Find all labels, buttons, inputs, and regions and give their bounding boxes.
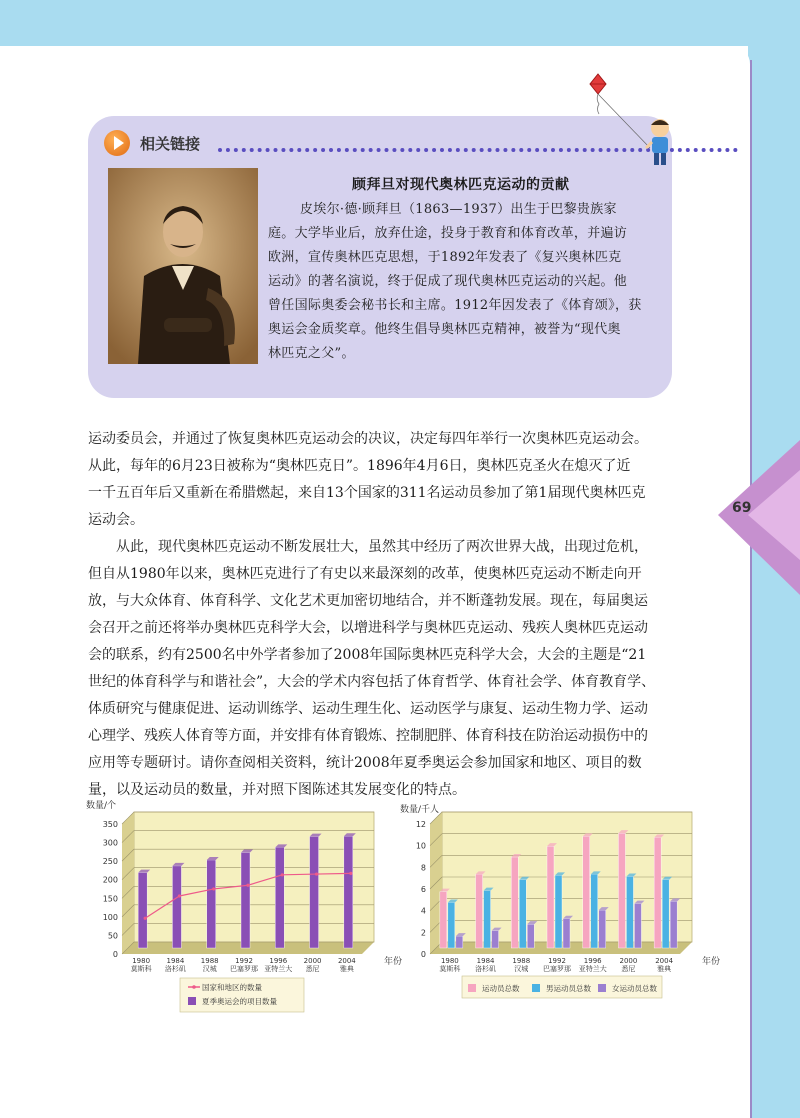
- top-banner: [0, 0, 800, 46]
- bar: [634, 904, 641, 948]
- x-tick-year: 1984: [476, 957, 495, 965]
- bar: [241, 853, 250, 948]
- y-tick-label: 200: [102, 875, 118, 885]
- x-tick-city: 亚特兰大: [578, 965, 607, 973]
- x-tick-city: 汉城: [202, 965, 217, 973]
- x-tick-city: 巴塞罗那: [543, 965, 571, 973]
- legend-label: 国家和地区的数量: [202, 983, 262, 992]
- line-point: [144, 917, 147, 920]
- x-tick-city: 洛杉矶: [164, 965, 186, 973]
- bar: [654, 838, 661, 949]
- bar: [172, 866, 181, 948]
- legend-label: 女运动员总数: [612, 984, 657, 993]
- bar: [511, 857, 518, 948]
- y-tick-label: 350: [102, 820, 118, 829]
- box-text-line: 庭。大学毕业后，放弃仕途，投身于教育和体育改革，并遍访: [268, 226, 628, 241]
- bar: [207, 860, 216, 948]
- line-point: [246, 884, 249, 887]
- y-tick-label: 300: [102, 838, 118, 848]
- legend-swatch: [598, 984, 606, 992]
- x-tick-city: 雅典: [339, 965, 354, 973]
- x-axis-label: 年份: [384, 957, 403, 967]
- y-tick-label: 50: [107, 931, 118, 941]
- x-tick-city: 莫斯科: [439, 965, 461, 973]
- bar: [519, 880, 526, 948]
- x-tick-year: 1988: [512, 957, 531, 965]
- bar: [476, 874, 483, 948]
- y-tick-label: 6: [420, 885, 426, 894]
- legend-label: 运动员总数: [482, 984, 520, 993]
- x-tick-year: 2004: [337, 957, 356, 965]
- coubertin-portrait: [108, 168, 258, 364]
- bar: [275, 847, 284, 948]
- body-text-line: 会召开之前还将举办奥林匹克科学大会，以增进科学与奥林匹克运动、残疾人奥林匹克运动: [88, 620, 648, 636]
- y-tick-label: 250: [102, 857, 118, 867]
- bar: [344, 836, 353, 948]
- x-tick-city: 汉城: [514, 965, 529, 973]
- bar: [492, 931, 499, 948]
- x-tick-year: 1992: [235, 957, 253, 965]
- y-tick-label: 8: [420, 863, 426, 873]
- body-text-line: 量，以及运动员的数量，并对照下图陈述其发展变化的特点。: [88, 782, 466, 798]
- bar: [599, 910, 606, 948]
- x-tick-city: 悉尼: [305, 965, 320, 973]
- box-text-line: 欧洲，宣传奥林匹克思想，于1892年发表了《复兴奥林匹克: [268, 250, 622, 265]
- bar: [563, 919, 570, 948]
- bar: [626, 877, 633, 949]
- bar: [662, 880, 669, 948]
- body-text-line: 世纪的体育科学与和谐社会”，大会的学术内容包括了体育哲学、体育社会学、体育教育学、: [88, 674, 656, 690]
- x-tick-year: 1996: [583, 957, 602, 965]
- body-text-line: 应用等专题研讨。请你查阅相关资料，统计2008年夏季奥运会参加国家和地区、项目的数: [88, 755, 642, 771]
- body-text-line: 运动委员会，并通过了恢复奥林匹克运动会的决议，决定每四年举行一次奥林匹克运动会。: [88, 431, 648, 447]
- y-tick-label: 0: [112, 950, 118, 959]
- x-tick-city: 亚特兰大: [264, 965, 293, 973]
- x-tick-city: 巴塞罗那: [230, 965, 258, 973]
- bar: [547, 846, 554, 948]
- related-link-header: [104, 130, 624, 158]
- y-tick-label: 4: [420, 906, 426, 916]
- line-point: [178, 894, 181, 897]
- box-text-line: 皮埃尔·德·顾拜旦（1863—1937）出生于巴黎贵族家: [300, 202, 617, 217]
- chart-plot-area: [134, 812, 374, 942]
- page-number: 69: [732, 500, 752, 516]
- body-text-line: 心理学、残疾人体育等方面，并安排有体育锻炼、控制肥胖、体育科技在防治运动损伤中的: [88, 728, 648, 744]
- bar: [583, 836, 590, 948]
- x-tick-city: 雅典: [657, 965, 672, 973]
- legend-swatch: [468, 984, 476, 992]
- line-point: [349, 872, 352, 875]
- legend-label: 夏季奥运会的项目数量: [202, 997, 277, 1006]
- bar: [456, 936, 463, 948]
- y-tick-label: 0: [420, 950, 426, 959]
- bar: [310, 837, 319, 948]
- x-tick-city: 悉尼: [621, 965, 636, 973]
- line-point: [315, 872, 318, 875]
- play-icon: [104, 130, 130, 156]
- bar: [591, 874, 598, 948]
- x-tick-year: 1980: [132, 957, 151, 965]
- body-text-line: 但自从1980年以来，奥林匹克进行了有史以来最深刻的改革，使奥林匹克运动不断走向开: [88, 566, 642, 582]
- bar: [138, 873, 147, 948]
- x-tick-year: 1988: [200, 957, 219, 965]
- body-text-line: 从此，现代奥林匹克运动不断发展壮大，虽然其中经历了两次世界大战，出现过危机，: [88, 539, 648, 555]
- x-tick-year: 1980: [440, 957, 459, 965]
- x-tick-year: 1996: [269, 957, 288, 965]
- x-tick-year: 2000: [619, 957, 638, 965]
- x-tick-city: 莫斯科: [130, 965, 152, 973]
- body-text-line: 一千五百年后又重新在希腊燃起，来自13个国家的311名运动员参加了第1届现代奥林匹克: [88, 485, 646, 501]
- athletes-chart: [400, 800, 721, 1018]
- body-text-line: 放，与大众体育、体育科学、文化艺术更加密切地结合，并不断蓬勃发展。现在，每届奥运: [88, 593, 648, 609]
- related-link-heading: 顾拜旦对现代奥林匹克运动的贡献: [352, 177, 570, 193]
- bar: [527, 924, 534, 948]
- body-text-line: 运动会。: [88, 512, 144, 528]
- bar: [670, 901, 677, 948]
- events-countries-chart: [84, 796, 403, 1018]
- bar: [448, 903, 455, 949]
- body-text-line: 会的联系，约有2500名中外学者参加了2008年国际奥林匹克科学大会，大会的主题是“21: [88, 647, 647, 663]
- bar: [440, 892, 447, 948]
- box-text-line: 运动》的著名演说，终于促成了现代奥林匹克运动的兴起。他: [268, 274, 628, 289]
- chart-side-wall: [122, 812, 134, 954]
- x-tick-city: 洛杉矶: [475, 965, 497, 973]
- y-axis-label: 数量/千人: [400, 805, 440, 815]
- box-text-line: 曾任国际奥委会秘书长和主席。1912年因发表了《体育颂》，获: [268, 298, 642, 313]
- bar: [618, 833, 625, 948]
- bar: [484, 891, 491, 948]
- y-axis-label: 数量/个: [86, 801, 117, 811]
- line-point: [281, 873, 284, 876]
- x-tick-year: 2000: [303, 957, 322, 965]
- kite-boy-illustration-icon: [580, 70, 680, 170]
- x-axis-label: 年份: [702, 957, 721, 967]
- legend-swatch: [532, 984, 540, 992]
- page-number-tab: [718, 440, 800, 595]
- related-link-label: 相关链接: [140, 135, 201, 153]
- box-text-line: 林匹克之父”。: [268, 346, 355, 361]
- y-tick-label: 12: [415, 820, 426, 829]
- y-tick-label: 2: [420, 928, 426, 938]
- legend-swatch: [188, 997, 196, 1005]
- x-tick-year: 1984: [166, 957, 185, 965]
- body-text-line: 体质研究与健康促进、运动训练学、运动生理生化、运动医学与康复、运动生物力学、运动: [88, 701, 648, 717]
- body-text-line: 从此，每年的6月23日被称为“奥林匹克日”。1896年4月6日，奥林匹克圣火在熄灭了近: [88, 458, 631, 474]
- bar: [555, 875, 562, 948]
- y-tick-label: 10: [415, 841, 426, 851]
- legend-label: 男运动员总数: [546, 984, 591, 993]
- y-tick-label: 150: [102, 894, 118, 904]
- legend-swatch: [192, 985, 196, 989]
- box-text-line: 奥运会金质奖章。他终生倡导奥林匹克精神，被誉为“现代奥: [268, 322, 621, 337]
- line-point: [212, 887, 215, 890]
- x-tick-year: 1992: [548, 957, 566, 965]
- y-tick-label: 100: [102, 912, 118, 922]
- x-tick-year: 2004: [655, 957, 674, 965]
